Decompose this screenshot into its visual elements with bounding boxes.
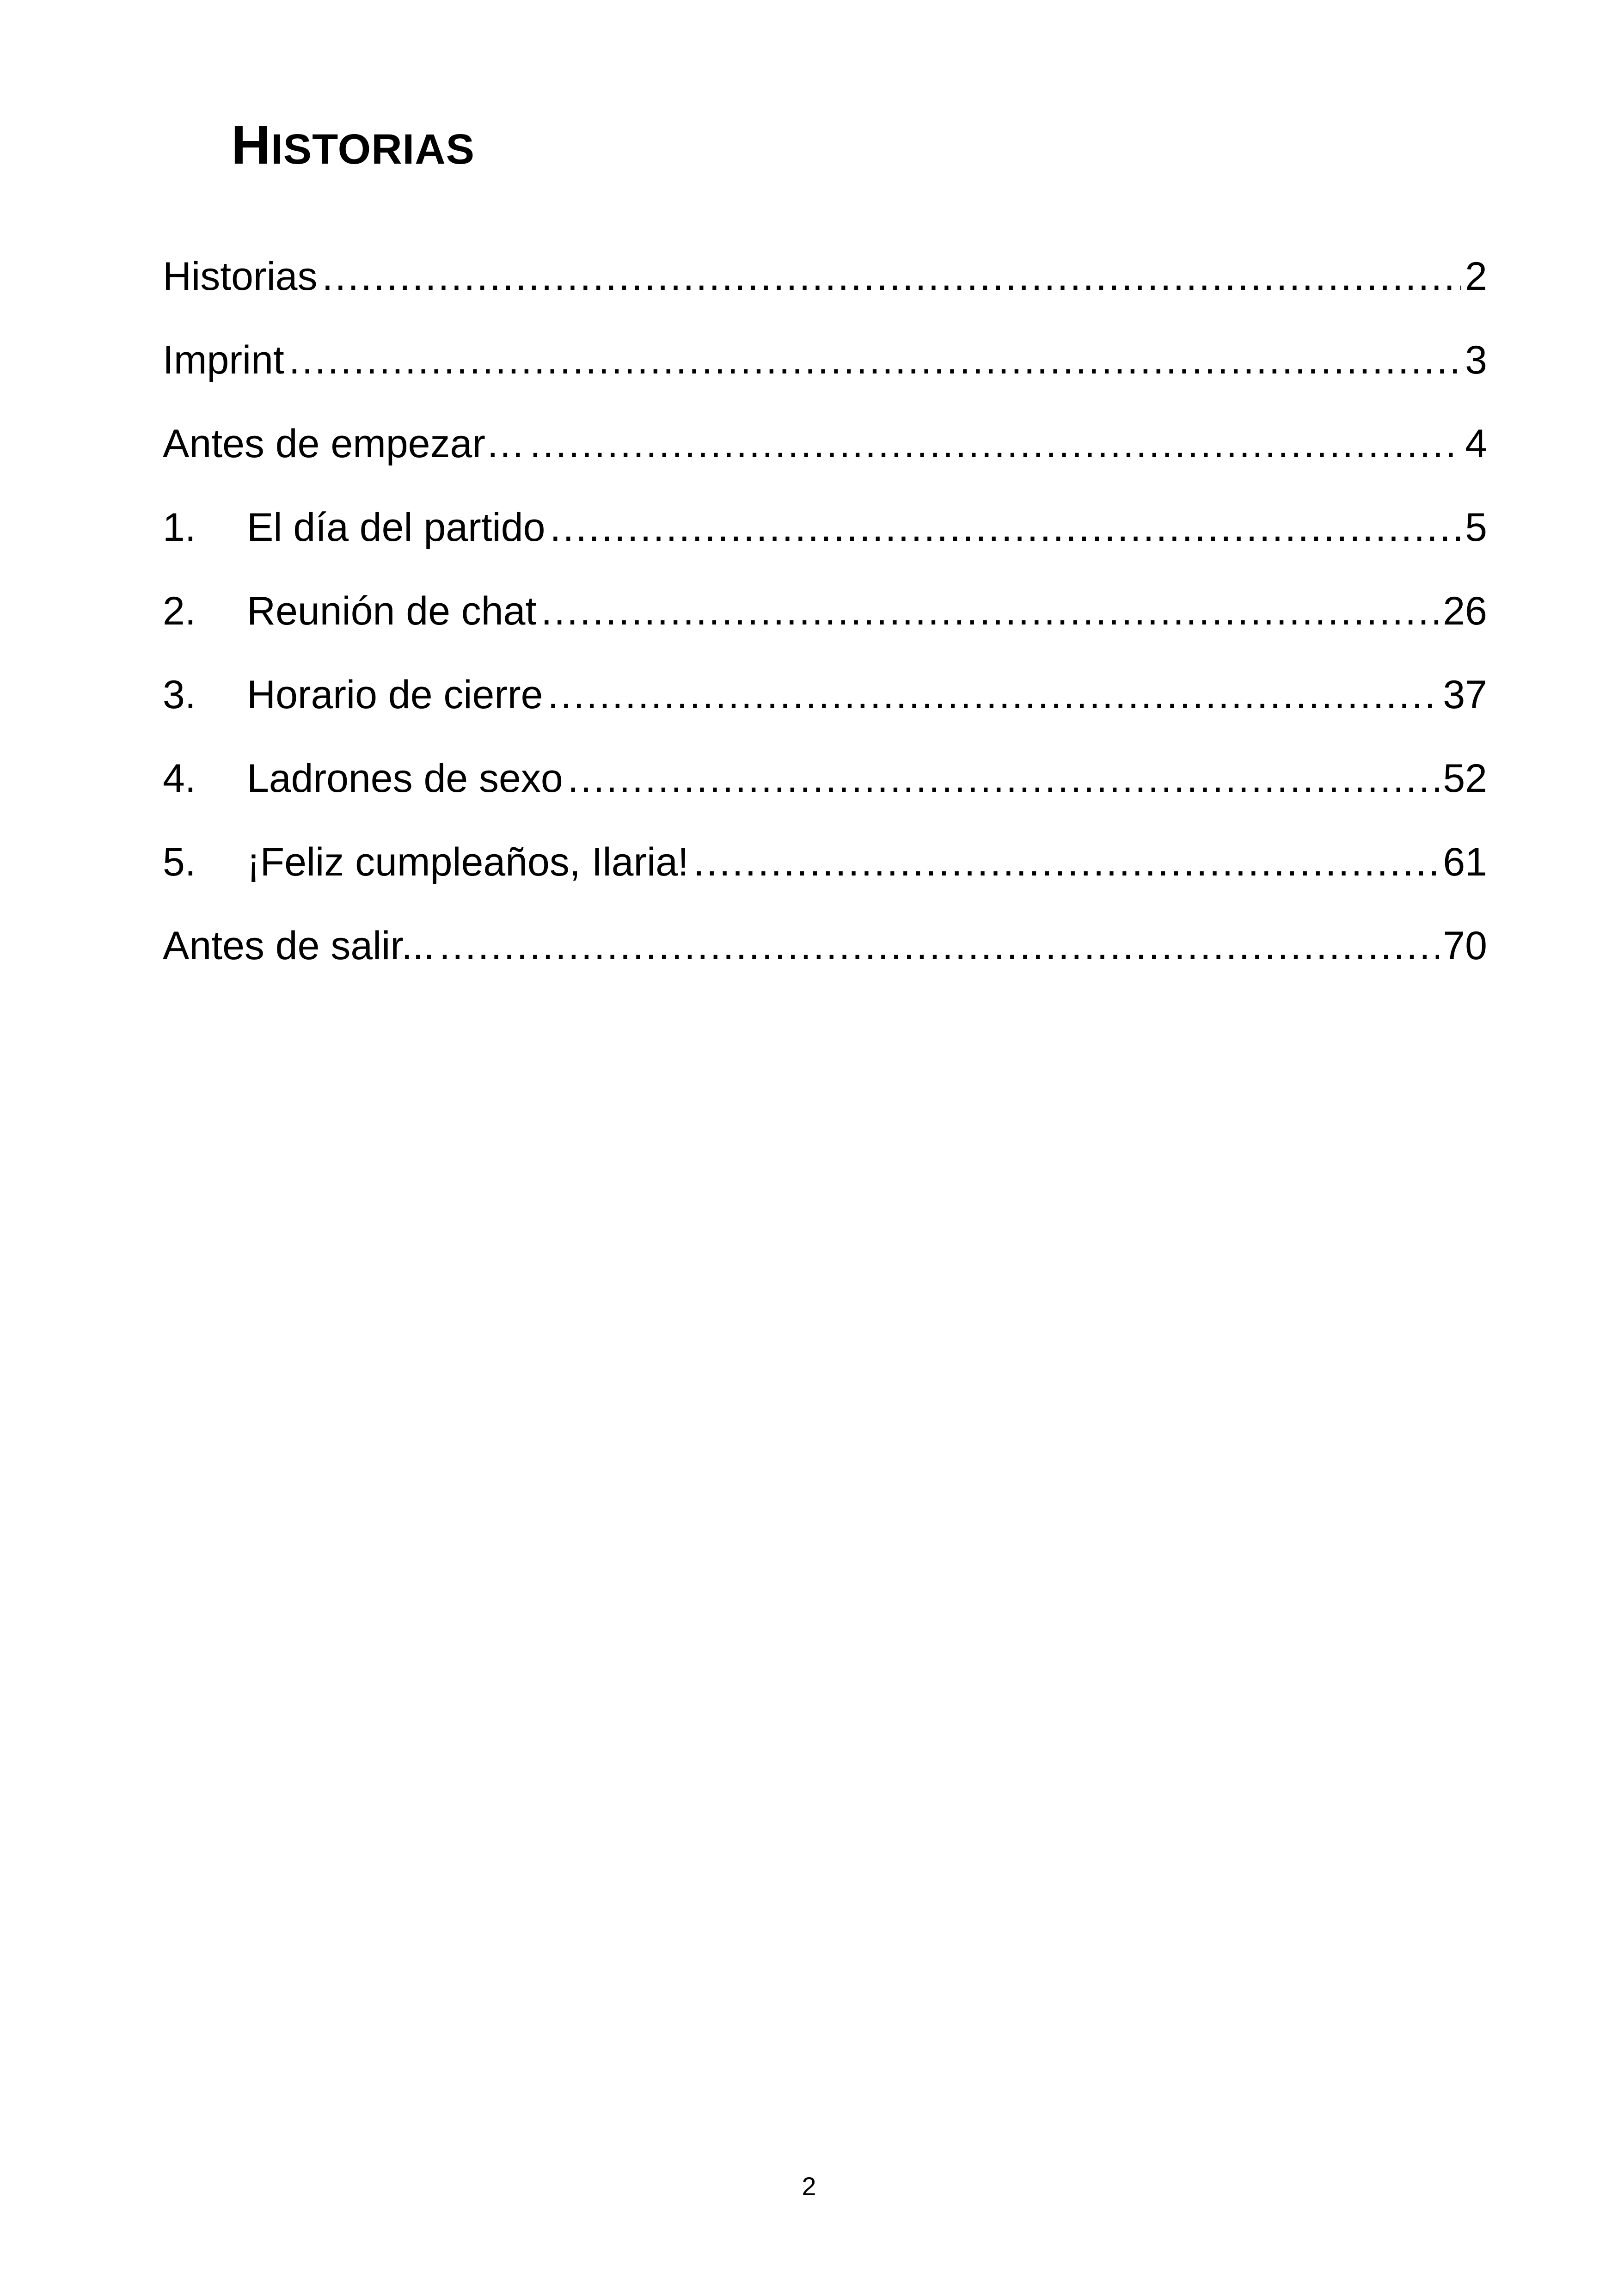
dot-leader bbox=[568, 759, 1440, 798]
toc-entry-chapter-3[interactable] bbox=[163, 675, 1487, 759]
toc-entry-chapter-5[interactable] bbox=[163, 842, 1487, 926]
toc-entry-page: 26 bbox=[1443, 591, 1487, 633]
toc-entry-title: Antes de salir... bbox=[163, 926, 435, 968]
toc-entry-number: 3. bbox=[163, 675, 196, 717]
dot-leader bbox=[541, 591, 1439, 631]
page-number: 2 bbox=[802, 2172, 816, 2201]
toc-entry-chapter-1[interactable] bbox=[163, 508, 1487, 591]
toc-entry-title: Historias bbox=[163, 257, 318, 299]
toc-entry-number: 1. bbox=[163, 508, 196, 550]
toc-entry-page: 3 bbox=[1465, 340, 1487, 382]
toc-entry-page: 70 bbox=[1443, 926, 1487, 968]
toc-entry-page: 4 bbox=[1465, 424, 1487, 466]
toc-entry-chapter-4[interactable] bbox=[163, 759, 1487, 842]
toc-entry-title: Reunión de chat bbox=[247, 591, 537, 633]
toc-entry-title: Antes de empezar… bbox=[163, 424, 525, 466]
dot-leader bbox=[289, 340, 1461, 380]
page-title-initial: H bbox=[231, 115, 271, 176]
toc-entry-title: El día del partido bbox=[247, 508, 545, 550]
toc-entry-page: 37 bbox=[1443, 675, 1487, 717]
toc-entry-number: 4. bbox=[163, 759, 196, 801]
toc-entry-title: Ladrones de sexo bbox=[247, 759, 563, 801]
dot-leader bbox=[530, 424, 1461, 464]
toc-entry-chapter-2[interactable] bbox=[163, 591, 1487, 675]
toc-entry-page: 5 bbox=[1465, 508, 1487, 550]
page-title bbox=[231, 115, 475, 176]
table-of-contents bbox=[163, 257, 1487, 1010]
toc-entry-page: 2 bbox=[1465, 257, 1487, 299]
toc-entry-title: Horario de cierre bbox=[247, 675, 543, 717]
toc-entry-title: ¡Feliz cumpleaños, Ilaria! bbox=[247, 842, 689, 884]
toc-entry-number: 5. bbox=[163, 842, 196, 884]
dot-leader bbox=[439, 926, 1439, 966]
page-title-rest: ISTORIAS bbox=[271, 126, 475, 173]
toc-entry-antes-de-salir[interactable] bbox=[163, 926, 1487, 1010]
toc-entry-title: Imprint bbox=[163, 340, 284, 382]
toc-entry-imprint[interactable] bbox=[163, 340, 1487, 424]
toc-entry-antes-de-empezar[interactable] bbox=[163, 424, 1487, 508]
dot-leader bbox=[547, 675, 1439, 715]
toc-entry-page: 52 bbox=[1443, 759, 1487, 801]
dot-leader bbox=[550, 508, 1461, 547]
toc-entry-number: 2. bbox=[163, 591, 196, 633]
toc-entry-historias[interactable] bbox=[163, 257, 1487, 340]
dot-leader bbox=[693, 842, 1439, 882]
dot-leader bbox=[322, 257, 1462, 296]
toc-entry-page: 61 bbox=[1443, 842, 1487, 884]
